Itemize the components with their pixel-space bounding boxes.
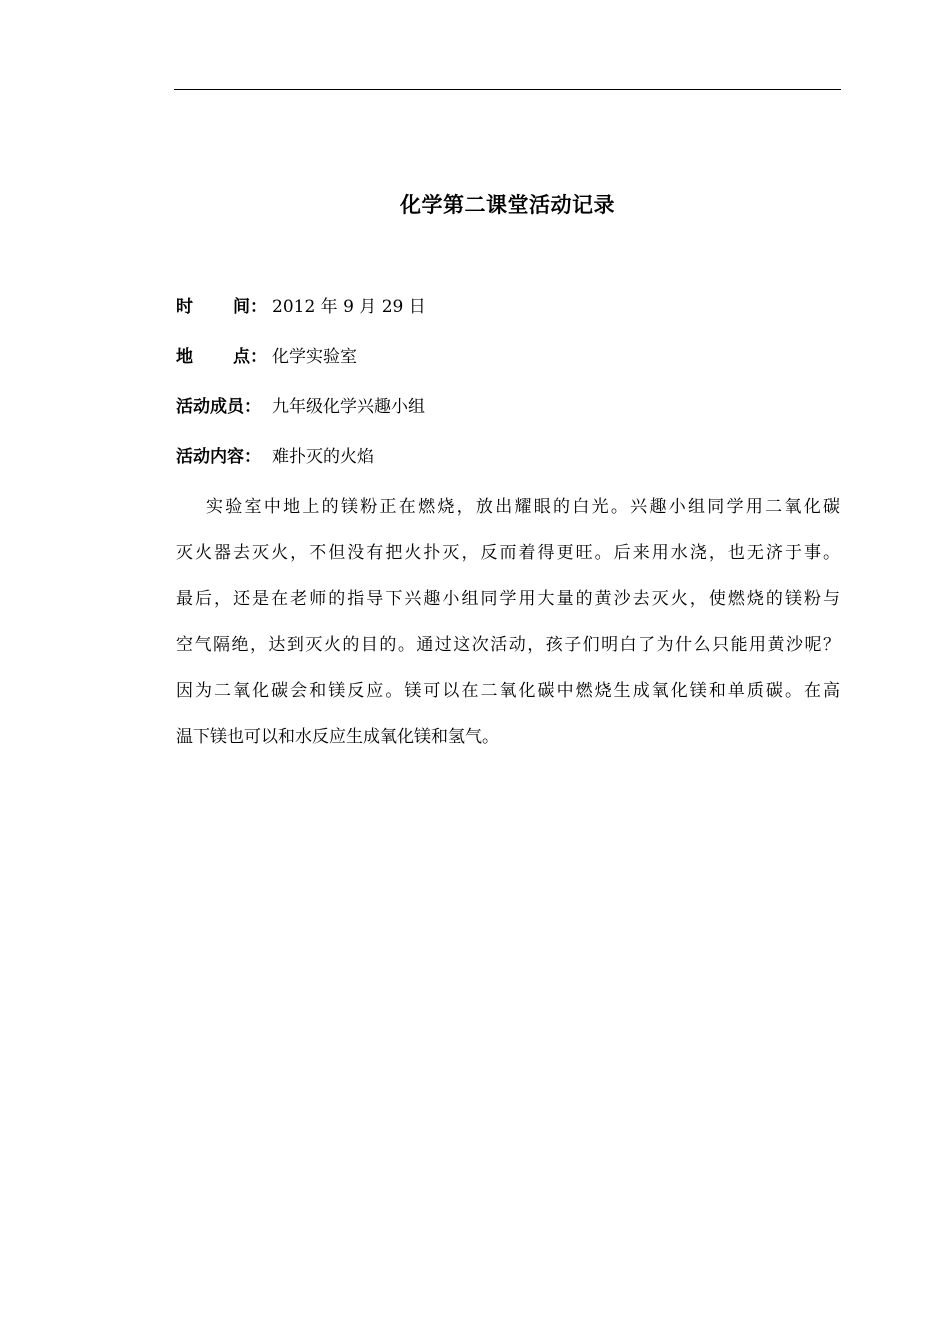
field-place-value: 化学实验室 [272, 347, 357, 367]
field-place [176, 345, 357, 369]
header-rule [174, 89, 841, 90]
field-members [176, 395, 425, 419]
field-members-label: 活动成员： [176, 397, 261, 417]
field-content-label: 活动内容： [176, 447, 261, 467]
field-time-label: 时 间： [176, 297, 267, 317]
body-line: 灭火器去灭火，不但没有把火扑灭，反而着得更旺。后来用水浇，也无济于事。 [176, 543, 840, 563]
field-members-value: 九年级化学兴趣小组 [272, 397, 425, 417]
field-time [176, 295, 426, 319]
body-line: 空气隔绝，达到灭火的目的。通过这次活动，孩子们明白了为什么只能用黄沙呢？ [176, 635, 840, 655]
body-paragraph [176, 490, 840, 766]
body-line: 温下镁也可以和水反应生成氧化镁和氢气。 [176, 727, 499, 747]
body-line: 实验室中地上的镁粉正在燃烧，放出耀眼的白光。兴趣小组同学用二氧化碳 [206, 497, 840, 517]
field-content [176, 445, 374, 469]
field-time-value: 2012 年 9 月 29 日 [272, 297, 426, 317]
body-line: 因为二氧化碳会和镁反应。镁可以在二氧化碳中燃烧生成氧化镁和单质碳。在高 [176, 681, 840, 701]
document-title: 化学第二课堂活动记录 [400, 192, 615, 217]
field-place-label: 地 点： [176, 347, 267, 367]
field-content-value: 难扑灭的火焰 [272, 447, 374, 467]
body-line: 最后，还是在老师的指导下兴趣小组同学用大量的黄沙去灭火，使燃烧的镁粉与 [176, 589, 840, 609]
